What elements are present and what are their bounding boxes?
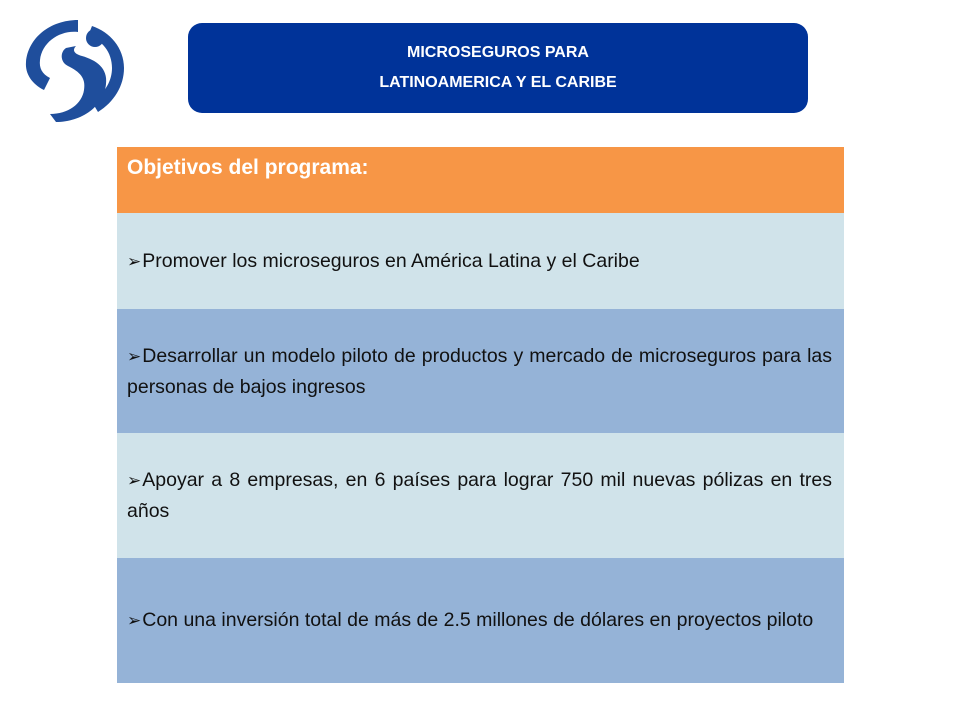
title-line-2: LATINOAMERICA Y EL CARIBE — [379, 74, 617, 91]
objective-text-4: Con una inversión total de más de 2.5 millones de dólares en proyectos piloto — [142, 609, 814, 631]
arrow-bullet-icon: ➢ — [127, 251, 142, 271]
arrow-bullet-icon: ➢ — [127, 611, 142, 630]
table-heading: Objetivos del programa: — [127, 156, 369, 179]
table-row — [117, 558, 844, 683]
arrow-bullet-icon: ➢ — [127, 471, 142, 490]
table-header — [117, 147, 844, 213]
arrow-bullet-icon: ➢ — [127, 346, 142, 366]
table-row — [117, 309, 844, 433]
title-line-1: MICROSEGUROS PARA — [407, 44, 589, 61]
table-row — [117, 433, 844, 558]
objective-text-1: Promover los microseguros en América Latina y el Caribe — [142, 249, 640, 272]
objectives-table — [117, 147, 844, 683]
objective-text-2: Desarrollar un modelo piloto de productos y mercado de microseguros para las personas de bajos ingresos — [127, 344, 832, 398]
title-banner — [188, 23, 808, 113]
objective-text-3: Apoyar a 8 empresas, en 6 países para lograr 750 mil nuevas pólizas en tres años — [127, 469, 832, 522]
organization-logo-icon — [20, 18, 128, 122]
table-row — [117, 213, 844, 309]
